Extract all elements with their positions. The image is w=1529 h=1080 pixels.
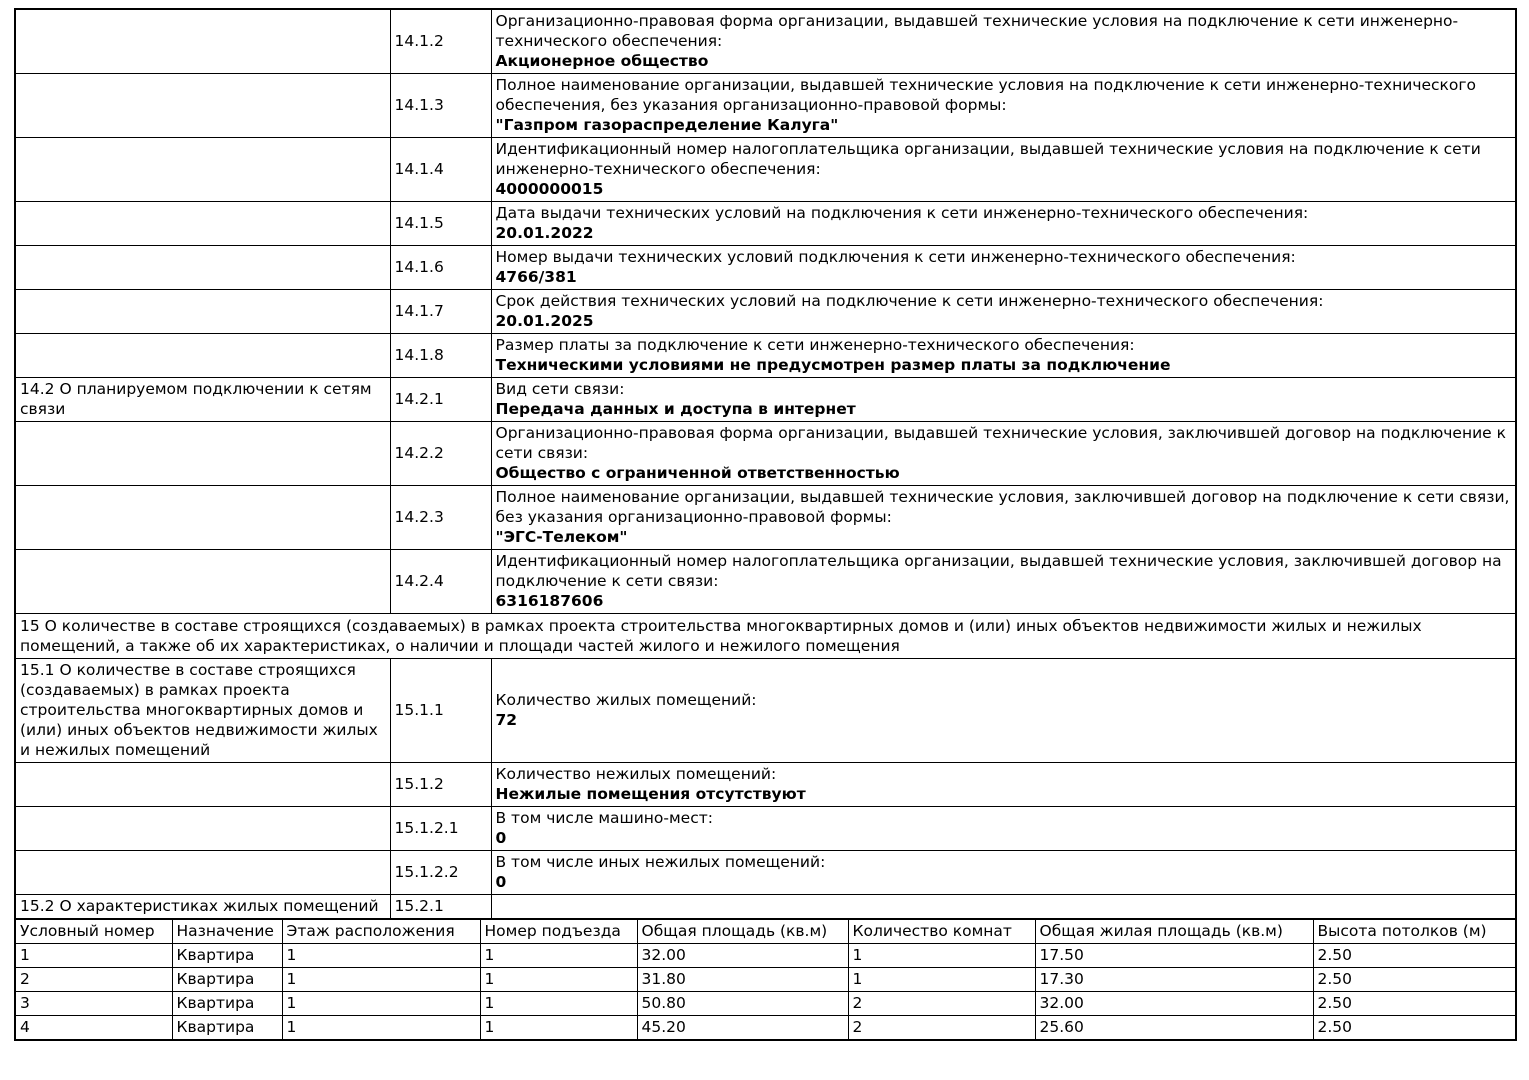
apartment-cell: 1 xyxy=(282,968,480,992)
section-cell xyxy=(15,486,390,550)
column-header: Условный номер xyxy=(15,919,172,944)
field-label: Размер платы за подключение к сети инженерно-технического обеспечения: xyxy=(495,336,1135,354)
field-value: Общество с ограниченной ответственностью xyxy=(495,464,900,482)
item-number: 14.1.2 xyxy=(390,9,491,74)
item-content xyxy=(491,486,1516,550)
apartment-cell: 25.60 xyxy=(1035,1016,1313,1041)
field-label: Полное наименование организации, выдавшей технические условия на подключение к сети инженерно-технического обеспечения, без указания организационно-правовой формы: xyxy=(495,76,1477,114)
section-cell xyxy=(15,138,390,202)
apartment-cell: 2.50 xyxy=(1313,1016,1516,1041)
field-value: "Газпром газораспределение Калуга" xyxy=(495,116,839,134)
apartment-cell: 2 xyxy=(15,968,172,992)
apartment-cell: 1 xyxy=(480,992,637,1016)
table-row xyxy=(15,9,1516,74)
item-number: 14.2.3 xyxy=(390,486,491,550)
table-row xyxy=(15,74,1516,138)
field-label: В том числе иных нежилых помещений: xyxy=(495,853,826,871)
section-cell xyxy=(15,422,390,486)
item-number: 15.2.1 xyxy=(390,895,491,920)
field-label: Идентификационный номер налогоплательщика организации, выдавшей технические условия, заключившей договор на подключение к сети связи: xyxy=(495,552,1502,590)
apartment-cell: 4 xyxy=(15,1016,172,1041)
section-cell xyxy=(15,550,390,614)
apartment-cell: 17.30 xyxy=(1035,968,1313,992)
field-value: 72 xyxy=(495,711,518,729)
item-number: 14.1.4 xyxy=(390,138,491,202)
item-content xyxy=(491,246,1516,290)
apartment-cell: Квартира xyxy=(172,968,282,992)
table-row xyxy=(15,895,1516,920)
column-header: Общая площадь (кв.м) xyxy=(637,919,848,944)
apartment-cell: 2 xyxy=(848,992,1035,1016)
item-content xyxy=(491,202,1516,246)
field-label: Дата выдачи технических условий на подключения к сети инженерно-технического обеспечения: xyxy=(495,204,1309,222)
apartment-cell: Квартира xyxy=(172,944,282,968)
apartment-cell: 2.50 xyxy=(1313,944,1516,968)
apartment-cell: 2 xyxy=(848,1016,1035,1041)
item-number: 14.2.2 xyxy=(390,422,491,486)
item-content xyxy=(491,74,1516,138)
field-value: 20.01.2025 xyxy=(495,312,594,330)
table-row xyxy=(15,422,1516,486)
column-header: Номер подъезда xyxy=(480,919,637,944)
field-label: Вид сети связи: xyxy=(495,380,625,398)
apartment-row xyxy=(15,1016,1516,1041)
field-value: 4766/381 xyxy=(495,268,577,286)
item-content xyxy=(491,550,1516,614)
item-content xyxy=(491,807,1516,851)
table-row xyxy=(15,807,1516,851)
section-cell xyxy=(15,334,390,378)
item-content xyxy=(491,851,1516,895)
apartments-table xyxy=(14,918,1517,1041)
apartment-cell: Квартира xyxy=(172,1016,282,1041)
apartment-cell: 1 xyxy=(282,1016,480,1041)
field-label: Организационно-правовая форма организации, выдавшей технические условия на подключение к сети инженерно-технического обеспечения: xyxy=(495,12,1459,50)
column-header: Высота потолков (м) xyxy=(1313,919,1516,944)
apartment-cell: 32.00 xyxy=(637,944,848,968)
item-content xyxy=(491,378,1516,422)
apartment-cell: 1 xyxy=(848,944,1035,968)
field-value: Акционерное общество xyxy=(495,52,709,70)
apartment-row xyxy=(15,992,1516,1016)
apartment-cell: 1 xyxy=(282,944,480,968)
table-row xyxy=(15,486,1516,550)
table-row xyxy=(15,763,1516,807)
item-content xyxy=(491,659,1516,763)
section-15-heading: 15 О количестве в составе строящихся (создаваемых) в рамках проекта строительства многоквартирных домов и (или) иных объектов недвижимости жилых и нежилых помещений, а также об их характеристиках, о наличии и площади частей жилого и нежилого помещения xyxy=(15,614,1516,659)
item-number: 15.1.2 xyxy=(390,763,491,807)
field-label: Идентификационный номер налогоплательщика организации, выдавшей технические условия на подключение к сети инженерно-технического обеспечения: xyxy=(495,140,1481,178)
field-label: В том числе машино-мест: xyxy=(495,809,713,827)
apartment-cell: 45.20 xyxy=(637,1016,848,1041)
field-label: Организационно-правовая форма организации, выдавшей технические условия, заключившей договор на подключение к сети связи: xyxy=(495,424,1506,462)
table-row xyxy=(15,334,1516,378)
section-cell xyxy=(15,246,390,290)
field-value: 20.01.2022 xyxy=(495,224,594,242)
section-cell: 15.1 О количестве в составе строящихся (создаваемых) в рамках проекта строительства многоквартирных домов и (или) иных объектов недвижимости жилых и нежилых помещений xyxy=(15,659,390,763)
item-number: 14.1.5 xyxy=(390,202,491,246)
apartment-cell: 31.80 xyxy=(637,968,848,992)
field-value: 0 xyxy=(495,873,507,891)
column-header: Общая жилая площадь (кв.м) xyxy=(1035,919,1313,944)
item-number: 15.1.2.1 xyxy=(390,807,491,851)
field-value: 0 xyxy=(495,829,507,847)
apartment-cell: 1 xyxy=(848,968,1035,992)
section-cell xyxy=(15,807,390,851)
item-number: 14.1.3 xyxy=(390,74,491,138)
field-label: Количество жилых помещений: xyxy=(495,691,757,709)
apartment-cell: 3 xyxy=(15,992,172,1016)
apartment-cell: 32.00 xyxy=(1035,992,1313,1016)
apartment-cell: Квартира xyxy=(172,992,282,1016)
field-value: 4000000015 xyxy=(495,180,604,198)
apartment-cell: 2.50 xyxy=(1313,992,1516,1016)
section-cell: 14.2 О планируемом подключении к сетям связи xyxy=(15,378,390,422)
table-row xyxy=(15,378,1516,422)
table-row xyxy=(15,138,1516,202)
section-15-row xyxy=(15,614,1516,659)
apartment-cell: 1 xyxy=(480,944,637,968)
item-content xyxy=(491,9,1516,74)
apartment-cell: 2.50 xyxy=(1313,968,1516,992)
declaration-table xyxy=(14,8,1517,920)
item-content xyxy=(491,290,1516,334)
item-number: 15.1.2.2 xyxy=(390,851,491,895)
item-content xyxy=(491,422,1516,486)
column-header: Назначение xyxy=(172,919,282,944)
item-content xyxy=(491,334,1516,378)
apartment-row xyxy=(15,968,1516,992)
column-header: Этаж расположения xyxy=(282,919,480,944)
apartment-cell: 1 xyxy=(282,992,480,1016)
item-number: 15.1.1 xyxy=(390,659,491,763)
section-cell: 15.2 О характеристиках жилых помещений xyxy=(15,895,390,920)
field-value: Нежилые помещения отсутствуют xyxy=(495,785,806,803)
section-cell xyxy=(15,202,390,246)
field-label: Количество нежилых помещений: xyxy=(495,765,777,783)
item-number: 14.1.8 xyxy=(390,334,491,378)
apartment-cell: 1 xyxy=(480,968,637,992)
field-label: Номер выдачи технических условий подключения к сети инженерно-технического обеспечения: xyxy=(495,248,1296,266)
field-value: Техническими условиями не предусмотрен размер платы за подключение xyxy=(495,356,1171,374)
table-row xyxy=(15,202,1516,246)
apartment-row xyxy=(15,944,1516,968)
apartment-cell: 1 xyxy=(480,1016,637,1041)
table-row xyxy=(15,290,1516,334)
table-row xyxy=(15,246,1516,290)
section-cell xyxy=(15,290,390,334)
field-label: Полное наименование организации, выдавшей технические условия, заключившей договор на подключение к сети связи, без указания организационно-правовой формы: xyxy=(495,488,1510,526)
item-content xyxy=(491,138,1516,202)
apartments-header-row xyxy=(15,919,1516,944)
table-row xyxy=(15,550,1516,614)
column-header: Количество комнат xyxy=(848,919,1035,944)
section-cell xyxy=(15,763,390,807)
item-content xyxy=(491,895,1516,920)
field-value: Передача данных и доступа в интернет xyxy=(495,400,856,418)
field-label: Срок действия технических условий на подключение к сети инженерно-технического обеспечения: xyxy=(495,292,1324,310)
table-row xyxy=(15,851,1516,895)
section-cell xyxy=(15,74,390,138)
apartment-cell: 50.80 xyxy=(637,992,848,1016)
field-value: 6316187606 xyxy=(495,592,604,610)
apartment-cell: 17.50 xyxy=(1035,944,1313,968)
item-number: 14.1.7 xyxy=(390,290,491,334)
item-number: 14.2.1 xyxy=(390,378,491,422)
section-cell xyxy=(15,9,390,74)
apartment-cell: 1 xyxy=(15,944,172,968)
section-cell xyxy=(15,851,390,895)
table-row xyxy=(15,659,1516,763)
item-number: 14.1.6 xyxy=(390,246,491,290)
item-content xyxy=(491,763,1516,807)
field-value: "ЭГС-Телеком" xyxy=(495,528,628,546)
item-number: 14.2.4 xyxy=(390,550,491,614)
